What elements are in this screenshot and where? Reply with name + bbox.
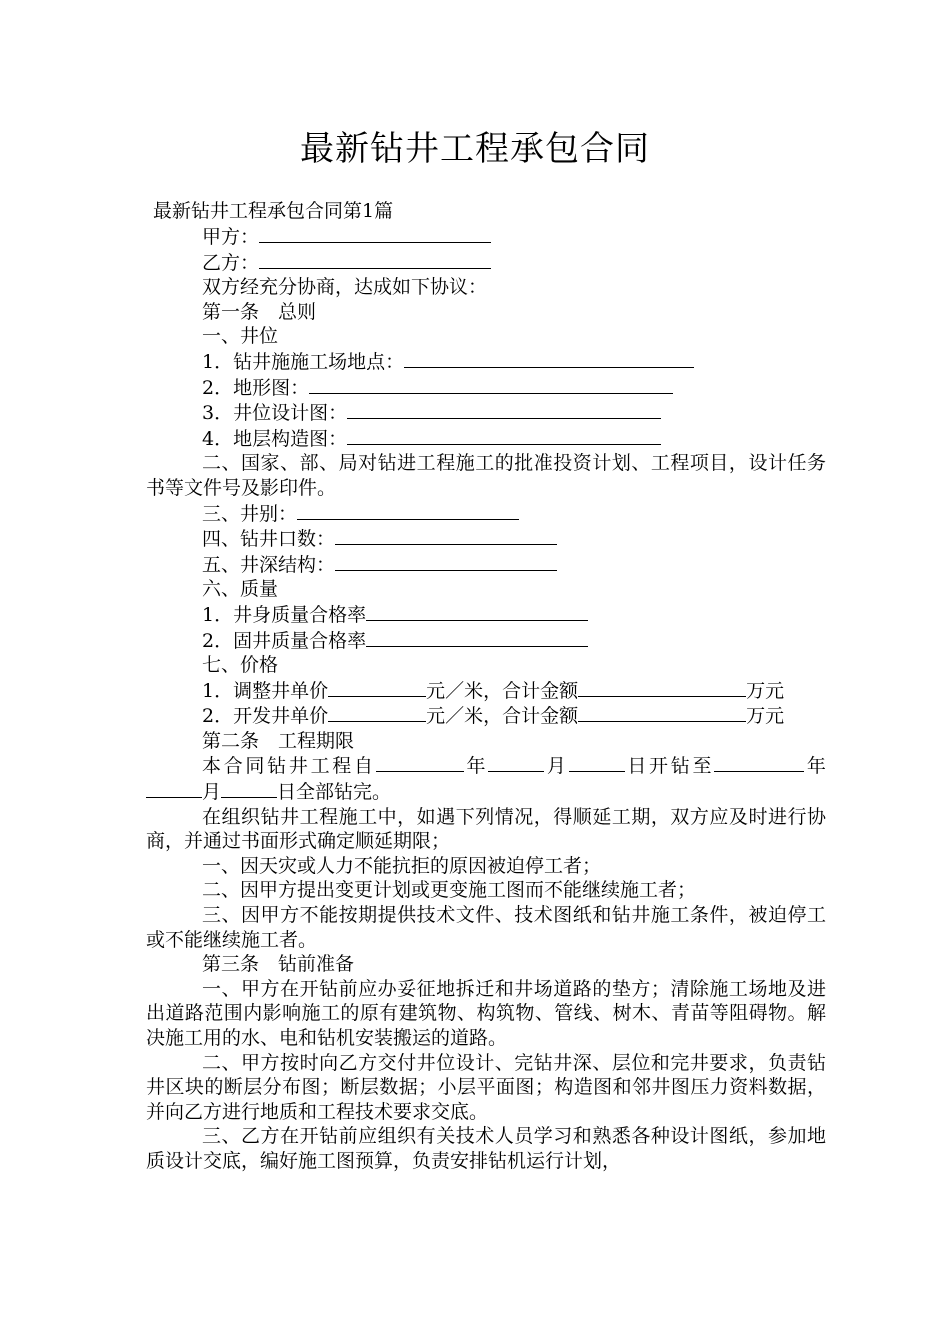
end-month-blank[interactable] — [146, 779, 202, 798]
structure-map-blank[interactable] — [347, 426, 661, 445]
article-3-heading: 第三条 钻前准备 — [202, 953, 355, 976]
cementing-quality-blank[interactable] — [366, 628, 588, 647]
wellbore-quality-blank[interactable] — [366, 602, 588, 621]
develop-total-blank[interactable] — [578, 703, 746, 722]
well-count-blank[interactable] — [335, 526, 557, 545]
section-well-location: 一、井位 — [202, 325, 279, 348]
site-location-blank[interactable] — [404, 349, 694, 368]
section-price: 七、价格 — [202, 654, 279, 677]
topographic-map-blank[interactable] — [309, 375, 673, 394]
end-year-blank[interactable] — [714, 753, 804, 772]
well-depth-blank[interactable] — [335, 552, 557, 571]
well-design-blank[interactable] — [347, 400, 661, 419]
end-day-blank[interactable] — [221, 779, 277, 798]
contract-body — [146, 224, 826, 1174]
start-month-blank[interactable] — [488, 753, 544, 772]
prep-clause-1: 一、甲方在开钻前应办妥征地拆迁和井场道路的垫方；清除施工场地及进出道路范围内影响施工的原有建筑物、构筑物、管线、树木、青苗等阻碍物。解决施工用的水、电和钻机安装搬运的道路。 — [146, 977, 826, 1049]
adjust-unit-price-blank[interactable] — [328, 678, 426, 697]
start-day-blank[interactable] — [569, 753, 625, 772]
document-title: 最新钻井工程承包合同 — [300, 129, 650, 169]
extension-paragraph: 在组织钻井工程施工中，如遇下列情况，得顺延工期，双方应及时进行协商，并通过书面形式确定顺延期限； — [146, 805, 826, 853]
section-well-type: 三、井别： — [146, 501, 826, 527]
well-type-blank[interactable] — [297, 501, 519, 520]
party-b-blank[interactable] — [259, 250, 491, 269]
party-b-line: 乙方： — [146, 250, 826, 276]
item-adjust-well-price: 1．调整井单价 元／米，合计金额 万元 — [202, 679, 785, 702]
party-a-blank[interactable] — [259, 224, 491, 243]
party-a-line: 甲方： — [146, 224, 826, 250]
item-topographic-map: 2．地形图： — [146, 375, 826, 401]
item-wellbore-quality: 1．井身质量合格率 — [146, 602, 826, 628]
extension-case-1: 一、因天灾或人力不能抗拒的原因被迫停工者； — [202, 854, 602, 877]
item-structure-map: 4．地层构造图： — [146, 426, 826, 452]
extension-case-2: 二、因甲方提出变更计划或更变施工图而不能继续施工者； — [202, 879, 697, 902]
section-well-count: 四、钻井口数： — [146, 526, 826, 552]
item-site-location: 1．钻井施施工场地点： — [146, 349, 826, 375]
agreement-intro: 双方经充分协商，达成如下协议： — [202, 276, 488, 299]
extension-case-3: 三、因甲方不能按期提供技术文件、技术图纸和钻井施工条件，被迫停工或不能继续施工者。 — [146, 904, 826, 951]
item-well-design: 3．井位设计图： — [146, 400, 826, 426]
section-quality: 六、质量 — [202, 578, 279, 601]
schedule-paragraph: 本合同钻井工程自 年 月 日开钻至 年月 日全部钻完。 — [146, 753, 826, 804]
section-well-depth: 五、井深结构： — [146, 552, 826, 578]
document-subtitle: 最新钻井工程承包合同第1篇 — [153, 200, 394, 222]
article-2-heading: 第二条 工程期限 — [202, 729, 355, 752]
prep-clause-2: 二、甲方按时向乙方交付井位设计、完钻井深、层位和完井要求，负责钻井区块的断层分布图；断层数据；小层平面图；构造图和邻井图压力资料数据，并向乙方进行地质和工程技术要求交底。 — [146, 1051, 826, 1123]
item-develop-well-price: 2．开发井单价 元／米，合计金额 万元 — [202, 705, 785, 728]
article-1-heading: 第一条 总则 — [202, 300, 317, 323]
adjust-total-blank[interactable] — [578, 678, 746, 697]
item-cementing-quality: 2．固井质量合格率 — [146, 628, 826, 654]
prep-clause-3: 三、乙方在开钻前应组织有关技术人员学习和熟悉各种设计图纸，参加地质设计交底，编好施工图预算，负责安排钻机运行计划， — [146, 1125, 826, 1172]
start-year-blank[interactable] — [376, 753, 464, 772]
section-approval-docs: 二、国家、部、局对钻进工程施工的批准投资计划、工程项目，设计任务书等文件号及影印件。 — [146, 452, 826, 499]
develop-unit-price-blank[interactable] — [328, 703, 426, 722]
